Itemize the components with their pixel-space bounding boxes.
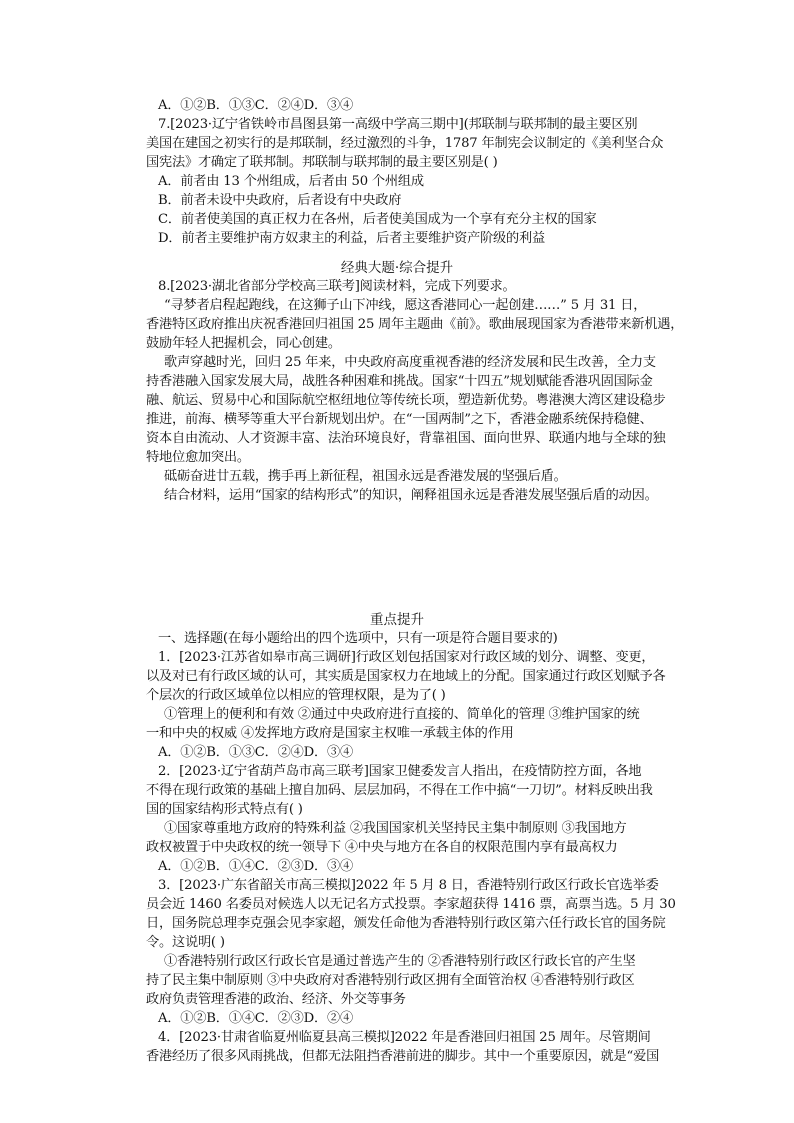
q8-stem-line-1: 8.[2023·湖北省部分学校高三联考]阅读材料，完成下列要求。 <box>158 279 516 294</box>
p1-stem-line-3: 个层次的行政区域单位以相应的管理权限，是为了( ) <box>146 688 446 703</box>
section-title-key: 重点提升 <box>370 612 424 628</box>
p2-answer-options: A．①②B．①④C．②③D．③④ <box>158 859 353 874</box>
p3-stem-line-2: 员会近 1460 名委员对候选人以无记名方式投票。李家超获得 1416 票，高票当选。5 月 30 <box>146 897 676 912</box>
p1-items-line-1: ①管理上的便利和有效 ②通过中央政府进行直接的、简单化的管理 ③维护国家的统 <box>164 707 640 722</box>
p1-items-line-2: 一和中央的权威 ④发挥地方政府是国家主权唯一承载主体的作用 <box>146 726 514 741</box>
q8-material-line-8: 推进，前海、横琴等重大平台新规划出炉。在“一国两制”之下，香港金融系统保持稳健、 <box>146 412 653 427</box>
p3-items-line-1: ①香港特别行政区行政长官是通过普选产生的 ②香港特别行政区行政长官的产生坚 <box>164 954 636 969</box>
p2-items-line-2: 政权被置于中央政权的统一领导下 ④中央与地方在各自的权限范围内享有最高权力 <box>146 840 618 855</box>
p3-stem-line-1: 3．[2023·广东省韶关市高三模拟]2022 年 5 月 8 日，香港特别行政区行政长官选举委 <box>158 878 659 893</box>
q8-material-line-9: 资本自由流动、人才资源丰富、法治环境良好，背靠祖国、面向世界、联通内地与全球的独 <box>146 431 666 446</box>
q6-answer-options: A．①②B．①③C．②④D．③④ <box>158 98 353 113</box>
part1-heading: 一、选择题(在每小题给出的四个选项中，只有一项是符合题目要求的) <box>158 631 558 646</box>
q8-requirement: 结合材料，运用“国家的结构形式”的知识，阐释祖国永远是香港发展坚强后盾的动因。 <box>164 488 658 503</box>
p1-answer-options: A．①②B．①③C．②④D．③④ <box>158 745 353 760</box>
q7-stem-line-3: 国宪法》才确定了联邦制。邦联制与联邦制的最主要区别是( ) <box>146 155 498 170</box>
p2-items-line-1: ①国家尊重地方政府的特殊利益 ②我国国家机关坚持民主集中制原则 ③我国地方 <box>164 821 627 836</box>
p2-stem-line-2: 不得在现行政策的基础上擅自加码、层层加码，不得在工作中搞“一刀切”。材料反映出我 <box>146 783 653 798</box>
q7-stem-line-1: 7.[2023·辽宁省铁岭市昌图县第一高级中学高三期中](邦联制与联邦制的最主要区别 <box>158 117 638 132</box>
p4-stem-line-1: 4．[2023·甘肃省临夏州临夏县高三模拟]2022 年是香港回归祖国 25 周年。尽管期间 <box>158 1030 651 1045</box>
q8-material-line-11: 砥砺奋进廿五载，携手再上新征程，祖国永远是香港发展的坚强后盾。 <box>164 469 567 484</box>
p4-stem-line-2: 香港经历了很多风雨挑战，但都无法阻挡香港前进的脚步。其中一个重要原因，就是“爱国 <box>146 1049 660 1064</box>
q7-option-b: B．前者未设中央政府，后者设有中央政府 <box>158 193 402 208</box>
q8-material-line-4: 鼓励年轻人把握机会，同心创建。 <box>146 336 341 351</box>
q7-option-c: C．前者使美国的真正权力在各州，后者使美国成为一个享有充分主权的国家 <box>158 212 597 227</box>
q8-material-line-5: 歌声穿越时光，回归 25 年来，中央政府高度重视香港的经济发展和民生改善，全力支 <box>164 355 656 370</box>
q8-material-line-2: “寻梦者启程起跑线，在这狮子山下冲线，愿这香港同心一起创建……” 5 月 31 日， <box>164 298 647 313</box>
q7-option-a: A．前者由 13 个州组成，后者由 50 个州组成 <box>158 174 424 189</box>
p3-answer-options: A．①②B．①④C．②③D．②④ <box>158 1011 353 1026</box>
p2-stem-line-3: 国的国家结构形式特点有( ) <box>146 802 303 817</box>
section-title-classic: 经典大题·综合提升 <box>340 260 454 276</box>
q7-stem-line-2: 美国在建国之初实行的是邦联制，经过激烈的斗争，1787 年制宪会议制定的《美利坚合众 <box>146 136 664 151</box>
q8-material-line-6: 持香港融入国家发展大局，战胜各种困难和挑战。国家“十四五”规划赋能香港巩固国际金 <box>146 374 653 389</box>
q8-material-line-10: 特地位愈加突出。 <box>146 450 250 465</box>
p3-stem-line-4: 令。这说明( ) <box>146 935 225 950</box>
p1-stem-line-1: 1．[2023·江苏省如皋市高三调研]行政区划包括国家对行政区域的划分、调整、变更， <box>158 650 655 665</box>
p3-items-line-2: 持了民主集中制原则 ③中央政府对香港特别行政区拥有全面管治权 ④香港特别行政区 <box>146 973 635 988</box>
q8-material-line-3: 香港特区政府推出庆祝香港回归祖国 25 周年主题曲《前》。歌曲展现国家为香港带来新机遇， <box>146 317 684 332</box>
q8-material-line-7: 融、航运、贸易中心和国际航空枢纽地位等传统长项，塑造新优势。粤港澳大湾区建设稳步 <box>146 393 666 408</box>
p1-stem-line-2: 以及对已有行政区域的认可，其实质是国家权力在地域上的分配。国家通过行政区划赋予各 <box>146 669 666 684</box>
p2-stem-line-1: 2．[2023·辽宁省葫芦岛市高三联考]国家卫健委发言人指出，在疫情防控方面，各地 <box>158 764 642 779</box>
p3-items-line-3: 政府负责管理香港的政治、经济、外交等事务 <box>146 992 406 1007</box>
q7-option-d: D．前者主要维护南方奴隶主的利益，后者主要维护资产阶级的利益 <box>158 231 546 246</box>
p3-stem-line-3: 日，国务院总理李克强会见李家超，颁发任命他为香港特别行政区第六任行政长官的国务院 <box>146 916 666 931</box>
